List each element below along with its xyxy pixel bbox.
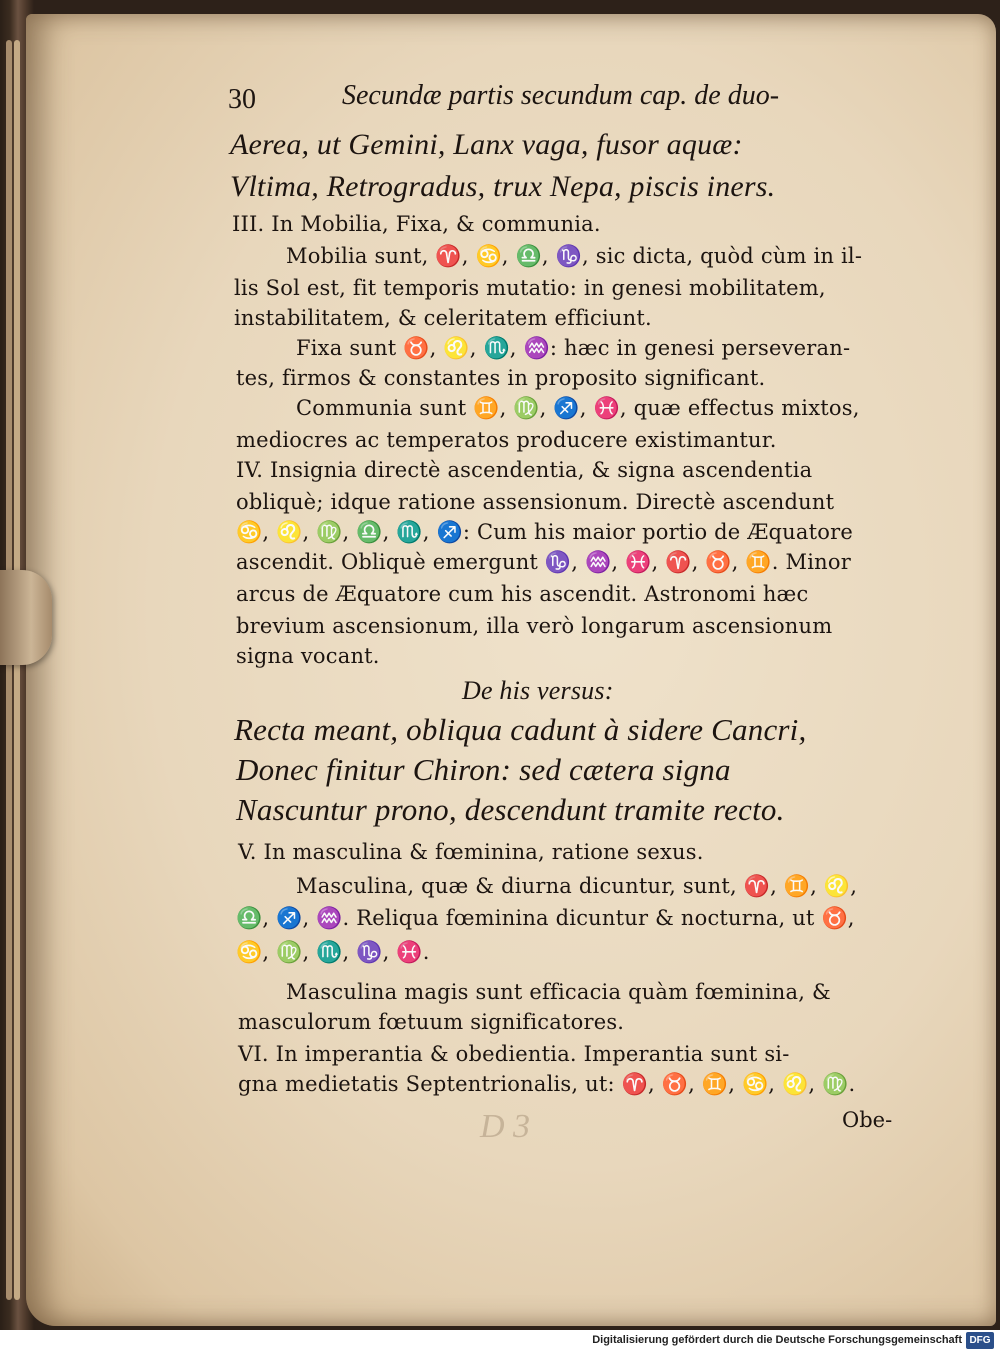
text-line: Fixa sunt ♉, ♌, ♏, ♒: hæc in genesi perseveran- [296, 336, 851, 360]
text-line: ascendit. Obliquè emergunt ♑, ♒, ♓, ♈, ♉, ♊. Minor [236, 550, 851, 574]
text-line: masculorum fœtuum significatores. [238, 1010, 625, 1034]
text-line: ♎, ♐, ♒. Reliqua fœminina dicuntur & nocturna, ut ♉, [236, 906, 855, 930]
text-line: Aerea, ut Gemini, Lanx vaga, fusor aquæ: [230, 128, 743, 161]
dfg-logo: DFG [966, 1332, 994, 1349]
text-line: Vltima, Retrogradus, trux Nepa, piscis iners. [230, 170, 776, 203]
signature-mark: D 3 [480, 1108, 531, 1145]
text-line: lis Sol est, fit temporis mutatio: in genesi mobilitatem, [234, 276, 826, 300]
text-line: mediocres ac temperatos producere existimantur. [236, 428, 777, 452]
text-line: Masculina, quæ & diurna dicuntur, sunt, ♈, ♊, ♌, [296, 874, 858, 898]
text-line: Communia sunt ♊, ♍, ♐, ♓, quæ effectus mixtos, [296, 396, 860, 420]
page-stack-edge [14, 40, 20, 1300]
footer-credit: Digitalisierung gefördert durch die Deutsche Forschungsgemeinschaft [592, 1334, 962, 1346]
footer-bar [0, 1330, 1000, 1353]
text-line: Donec finitur Chiron: sed cætera signa [236, 752, 731, 787]
text-line: III. In Mobilia, Fixa, & communia. [232, 212, 601, 236]
page-number: 30 [228, 84, 256, 115]
text-line: signa vocant. [236, 644, 380, 668]
page-tab-marker [0, 570, 52, 665]
text-line: instabilitatem, & celeritatem efficiunt. [234, 306, 652, 330]
text-line: obliquè; idque ratione assensionum. Directè ascendunt [236, 490, 835, 514]
catchword: Obe- [842, 1108, 893, 1132]
text-line: gna medietatis Septentrionalis, ut: ♈, ♉, ♊, ♋, ♌, ♍. [238, 1072, 856, 1096]
text-line: ♋, ♌, ♍, ♎, ♏, ♐: Cum his maior portio de Æquatore [236, 520, 853, 544]
running-head: Secundæ partis secundum cap. de duo- [342, 80, 780, 111]
text-line: Nascuntur prono, descendunt tramite recto. [236, 792, 785, 827]
text-line: Masculina magis sunt efficacia quàm fœminina, & [286, 980, 831, 1004]
page-stack-edge [6, 40, 12, 1300]
text-line: brevium ascensionum, illa verò longarum ascensionum [236, 614, 833, 638]
text-line: Recta meant, obliqua cadunt à sidere Cancri, [234, 712, 807, 747]
text-line: De his versus: [462, 676, 614, 705]
text-line: Mobilia sunt, ♈, ♋, ♎, ♑, sic dicta, quòd cùm in il- [286, 244, 863, 268]
text-line: V. In masculina & fœminina, ratione sexus. [238, 840, 704, 864]
text-line: tes, firmos & constantes in proposito significant. [236, 366, 766, 390]
text-line: VI. In imperantia & obedientia. Imperantia sunt si- [238, 1042, 790, 1066]
text-line: arcus de Æquatore cum his ascendit. Astronomi hæc [236, 582, 809, 606]
text-line: IV. Insignia directè ascendentia, & signa ascendentia [236, 458, 813, 482]
text-line: ♋, ♍, ♏, ♑, ♓. [236, 940, 430, 964]
